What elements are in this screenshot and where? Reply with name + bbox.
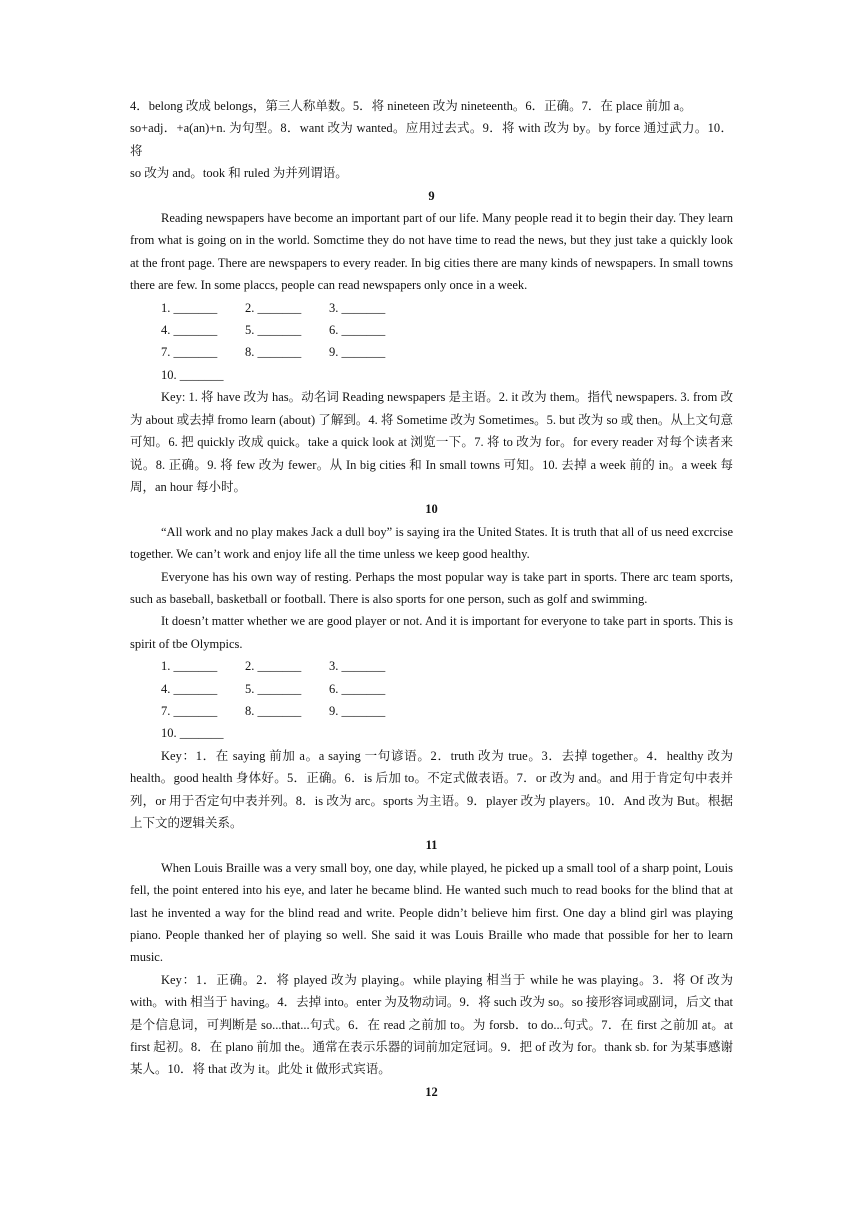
answer-blank: 4. _______	[161, 681, 218, 696]
section11-key: Key：1．正确。2．将 played 改为 playing。while playing 相当于 while he was playing。3．将 Of 改为 with。with 相当于 having。4．去掉 into。enter 为及物动词。9．将 such 改为 so。so 接形容词或副词，后文 that 是个信息词，可判断是 so...that...句式。6．在 read 之前加 to。为 forsb．to do...句式。7．在 first 之前加 at。at first 起初。8．在 plano 前加 the。通常在表示乐器的词前加定冠词。9．把 of 改为 for。thank sb. for 为某事感谢某人。10．将 that 改为 it。此处 it 做形式宾语。	[130, 972, 733, 1077]
section-number-11: 11	[425, 838, 438, 853]
answer-blank: 3. _______	[329, 659, 386, 674]
section9-blank-row	[130, 297, 733, 319]
answer-blank: 1. _______	[161, 300, 218, 315]
answer-blank: 10. _______	[161, 367, 224, 382]
section10-blank-row	[130, 678, 733, 700]
section11-passage: When Louis Braille was a very small boy, one day, while played, he picked up a small tool of a sharp point, Louis fell, the point entered into his eye, and later he became blind. He wanted such much to read books for the blind that at last he invented a way for the blind read and write. People didn’t believe him first. One day a blind girl was playing piano. People thanked her of playing so well. She said it was Louis Braille who made that possible for her to learn music.	[130, 860, 733, 965]
section10-key: Key：1．在 saying 前加 a。a saying 一句谚语。2．truth 改为 true。3．去掉 together。4．healthy 改为 health。good health 身体好。5．正确。6．is 后加 to。不定式做表语。7．or 改为 and。and 用于肯定句中表并列，or 用于否定句中表并列。8．is 改为 arc。sports 为主语。9．player 改为 players。10．And 改为 But。根据上下文的逻辑关系。	[130, 748, 733, 830]
answer-blank: 1. _______	[161, 659, 218, 674]
answer-blank: 2. _______	[245, 659, 302, 674]
answer-blank: 5. _______	[245, 323, 302, 338]
section9-key: Key: 1. 将 have 改为 has。动名词 Reading newspapers 是主语。2. it 改为 them。指代 newspapers. 3. from 改为 about 或去掉 fromo learn (about) 了解到。4. 将 Sometime 改为 Sometimes。5. but 改为 so 或 then。从上文句意可知。6. 把 quickly 改成 quick。take a quick look at 浏览一下。7. 将 to 改为 for。for every reader 对每个读者来说。8. 正确。9. 将 few 改为 fewer。从 In big cities 和 In small towns 可知。10. 去掉 a week 前的 in。a week 每周，an hour 每小时。	[130, 390, 733, 494]
section9-blank-row	[130, 364, 733, 386]
section-number-9: 9	[428, 188, 435, 203]
answer-blank: 6. _______	[329, 681, 386, 696]
section9-passage: Reading newspapers have become an important part of our life. Many people read it to begin their day. They learn from what is going on in the world. Somctime they do not have time to read the news, but they just take a quickly look at the front page. There are newspapers to every reader. In big cities there are many kinds of newspapers. In small towns there are few. In some placcs, people can read newspapers only once in a week.	[130, 211, 733, 293]
section10-blank-row	[130, 722, 733, 744]
answer-blank: 2. _______	[245, 300, 302, 315]
section-number-10: 10	[425, 502, 438, 517]
section10-blank-row	[130, 655, 733, 677]
section10-paragraph-3: It doesn’t matter whether we are good player or not. And it is important for everyone to take part in sports. This is spirit of tbe Olympics.	[130, 614, 733, 651]
answer-blank: 5. _______	[245, 681, 302, 696]
answer-blank: 10. _______	[161, 726, 224, 741]
answer-blank: 4. _______	[161, 323, 218, 338]
answer-blank: 6. _______	[329, 323, 386, 338]
section9-blank-row	[130, 341, 733, 363]
prev-key-line-3: so 改为 and。took 和 ruled 为并列谓语。	[130, 166, 348, 181]
document-page	[130, 95, 733, 1103]
section10-paragraph-1: “All work and no play makes Jack a dull boy” is saying ira the United States. It is truth that all of us need excrcise together. We can’t work and enjoy life all the time unless we keep good healthy.	[130, 524, 733, 562]
answer-blank: 8. _______	[245, 345, 302, 360]
answer-blank: 8. _______	[245, 703, 302, 718]
answer-blank: 9. _______	[329, 703, 386, 718]
answer-blank: 3. _______	[329, 300, 386, 315]
answer-blank: 7. _______	[161, 703, 218, 718]
prev-key-line-2: so+adj．+a(an)+n. 为句型。8．want 改为 wanted。应用过去式。9．将 with 改为 by。by force 通过武力。10．将	[130, 121, 733, 158]
section10-blank-row	[130, 700, 733, 722]
section10-paragraph-2: Everyone has his own way of resting. Perhaps the most popular way is take part in sports. There arc team sports, such as baseball, basketball or football. There is also sports for one person, such as golf and swimming.	[130, 569, 733, 606]
answer-blank: 7. _______	[161, 345, 218, 360]
prev-key-line-1: 4．belong 改成 belongs，第三人称单数。5．将 nineteen 改为 nineteenth。6．正确。7．在 place 前加 a。	[130, 99, 692, 113]
section9-blank-row	[130, 319, 733, 341]
section-number-12: 12	[425, 1084, 438, 1099]
answer-blank: 9. _______	[329, 345, 386, 360]
